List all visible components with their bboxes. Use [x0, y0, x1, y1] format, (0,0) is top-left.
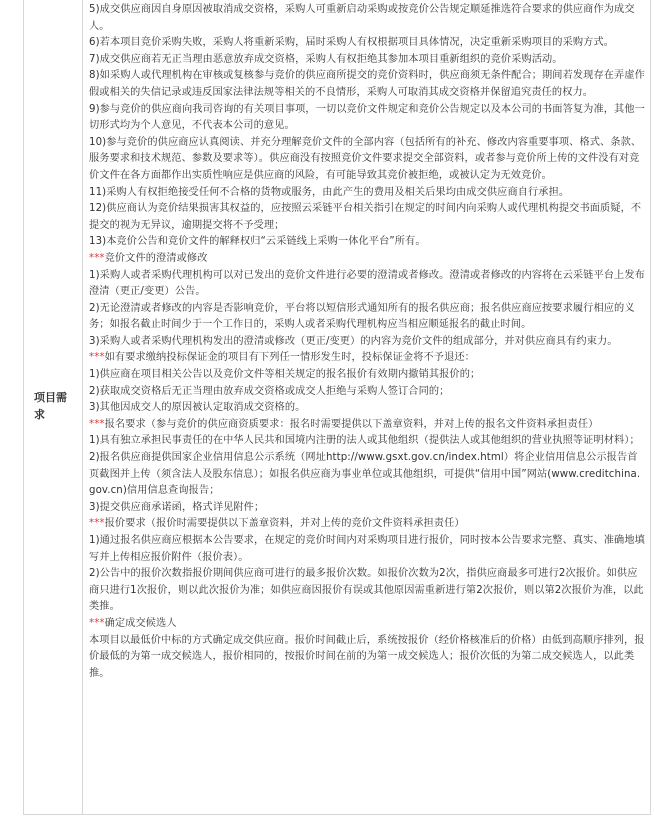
paragraph-text: 13)本竞价公告和竞价文件的解释权归“云采链线上采购一体化平台”所有。: [89, 236, 426, 248]
requirement-item: [89, 52, 646, 69]
paragraph-text: 2)报名供应商提供国家企业信用信息公示系统（网址http://www.gsxt.gov.cn/index.html）将企业信用信息公示报告首页截图并上传（须含法人及股东信息）；如报名供应商为事业单位或其他组织，可提供“信用中国”网站(www.creditchina.gov.cn)信用信息查询报告；: [89, 452, 641, 497]
paragraph-text: 竞价文件的澄清或修改: [104, 252, 208, 264]
paragraph-text: 报名要求（参与竞价的供应商资质要求：报名时需要提供以下盖章资料，并对上传的报名文件资料承担责任）: [104, 418, 599, 430]
requirement-item: [89, 533, 646, 566]
paragraph-text: 3)其他因成交人的原因被认定取消成交资格的。: [89, 402, 306, 414]
requirement-item: [89, 500, 646, 517]
paragraph-text: 10)参与竞价的供应商应认真阅读、并充分理解竞价文件的全部内容（包括所有的补充、修改内容重要事项、格式、条款、服务要求和技术规范、参数及要求等）。供应商没有按照竞价文件要求提交全部资料，或者参与竞价所上传的文件没有对竞价文件在各方面都作出实质性响应是供应商的风险，有可能导致其竞价被拒绝，或被认定为无效竞价。: [89, 136, 642, 181]
requirement-item: [89, 268, 646, 301]
paragraph-text: 1)具有独立承担民事责任的在中华人民共和国境内注册的法人或其他组织（提供法人或其他组织的营业执照等证明材料）；: [89, 435, 640, 447]
paragraph-text: 3)采购人或者采购代理机构发出的澄清或修改（更正/变更）的内容为竞价文件的组成部分，并对供应商具有约束力。: [89, 335, 618, 347]
requirement-item: [89, 2, 646, 35]
paragraph-text: 2)无论澄清或者修改的内容是否影响竞价，平台将以短信形式通知所有的报名供应商；报名供应商应按要求履行相应的义务；如报名截止时间少于一个工作日的，采购人或者采购代理机构应当相应顺延报名的截止时间。: [89, 302, 635, 331]
paragraph-text: 5)成交供应商因自身原因被取消成交资格，采购人可重新启动采购或按竞价公告规定顺延推选符合要求的供应商作为成交人。: [89, 4, 635, 32]
section-heading: [89, 516, 646, 533]
requirement-item: [89, 35, 646, 52]
requirement-item: [89, 185, 646, 202]
paragraph-text: 8)如采购人或代理机构在审核或复核参与竞价的供应商所提交的竞价资料时，供应商须无条件配合；期间若发现存在弄虚作假或相关的失信记录或违反国家法律法规等相关的不良情形，采购人可取消其成交资格并保留追究责任的权力。: [89, 70, 645, 98]
requirement-item: [89, 68, 646, 101]
asterisk-marker: ***: [89, 252, 105, 264]
paragraph-text: 1)供应商在项目相关公告以及竞价文件等相关规定的报名报价有效期内撤销其报价的；: [89, 369, 481, 381]
paragraph-text: 12)供应商认为竞价结果损害其权益的，应按照云采链平台相关指引在规定的时间内向采购人或代理机构提交书面质疑，不提交的视为无异议，逾期提交将不予受理；: [89, 203, 642, 231]
paragraph-text: 7)成交供应商若无正当理由恶意放弃成交资格，采购人有权拒绝其参加本项目重新组织的竞价采购活动。: [89, 53, 563, 65]
requirement-item: [89, 201, 646, 234]
paragraph-text: 1)通过报名供应商应根据本公告要求，在规定的竞价时间内对采购项目进行报价，同时按本公告要求完整、真实、准确地填写并上传相应报价附件（报价表）。: [89, 535, 645, 563]
paragraph-text: 2)获取成交资格后无正当理由放弃成交资格或成交人拒绝与采购人签订合同的；: [89, 385, 450, 397]
requirement-item: [89, 102, 646, 135]
row-label: 项目需求: [34, 391, 67, 421]
requirement-item: [89, 334, 646, 351]
section-heading: [89, 616, 646, 633]
requirement-item: [89, 433, 646, 450]
requirements-table: [23, 0, 651, 815]
paragraph-text: 1)采购人或者采购代理机构可以对已发出的竞价文件进行必要的澄清或者修改。澄清或者修改的内容将在云采链平台上发布澄清（更正/变更）公告。: [89, 269, 645, 298]
requirements-content: [83, 0, 650, 814]
section-heading: [89, 251, 646, 268]
requirement-item: [89, 367, 646, 384]
asterisk-marker: ***: [89, 418, 105, 430]
paragraph-text: 报价要求（报价时需要提供以下盖章资料，并对上传的竞价文件资料承担责任）: [104, 518, 465, 530]
requirement-item: [89, 234, 646, 251]
requirement-item: [89, 633, 646, 683]
asterisk-marker: ***: [89, 518, 105, 530]
section-heading: [89, 417, 646, 434]
paragraph-text: 3)提交供应商承诺函，格式详见附件；: [89, 501, 265, 513]
paragraph-text: 本项目以最低价中标的方式确定成交供应商。报价时间截止后，系统按报价（经价格核准后的价格）由低到高顺序排列，报价最低的为第一成交候选人，报价相同的，按报价时间在前的为第一成交候选人；报价次低的为第二成交候选人，以此类推。: [89, 634, 645, 679]
row-label-cell: [24, 0, 83, 814]
paragraph-text: 6)若本项目竞价采购失败，采购人将重新采购，届时采购人有权根据项目具体情况，决定重新采购项目的采购方式。: [89, 37, 615, 49]
section-heading: [89, 350, 646, 367]
paragraph-text: 如有要求缴纳投标保证金的项目有下列任一情形发生时，投标保证金将不予退还：: [104, 352, 475, 364]
requirement-item: [89, 301, 646, 334]
requirement-item: [89, 400, 646, 417]
requirement-item: [89, 384, 646, 401]
requirement-item: [89, 566, 646, 616]
asterisk-marker: ***: [89, 352, 105, 364]
paragraph-text: 确定成交候选人: [104, 617, 177, 629]
paragraph-text: 9)参与竞价的供应商向我司咨询的有关项目事项，一切以竞价文件规定和竞价公告规定以及本公司的书面答复为准，其他一切形式均为个人意见，不代表本公司的意见。: [89, 103, 645, 132]
requirement-item: [89, 450, 646, 500]
asterisk-marker: ***: [89, 617, 105, 629]
paragraph-text: 11)采购人有权拒绝接受任何不合格的货物或服务，由此产生的费用及相关后果均由成交供应商自行承担。: [89, 186, 570, 198]
requirement-item: [89, 135, 646, 185]
paragraph-text: 2)公告中的报价次数指报价期间供应商可进行的最多报价次数。如报价次数为2次，指供应商最多可进行2次报价。如供应商只进行1次报价，则以此次报价为准；如供应商因报价有误或其他原因需重新进行第2次报价，则以第2次报价为准，以此类推。: [89, 568, 644, 613]
